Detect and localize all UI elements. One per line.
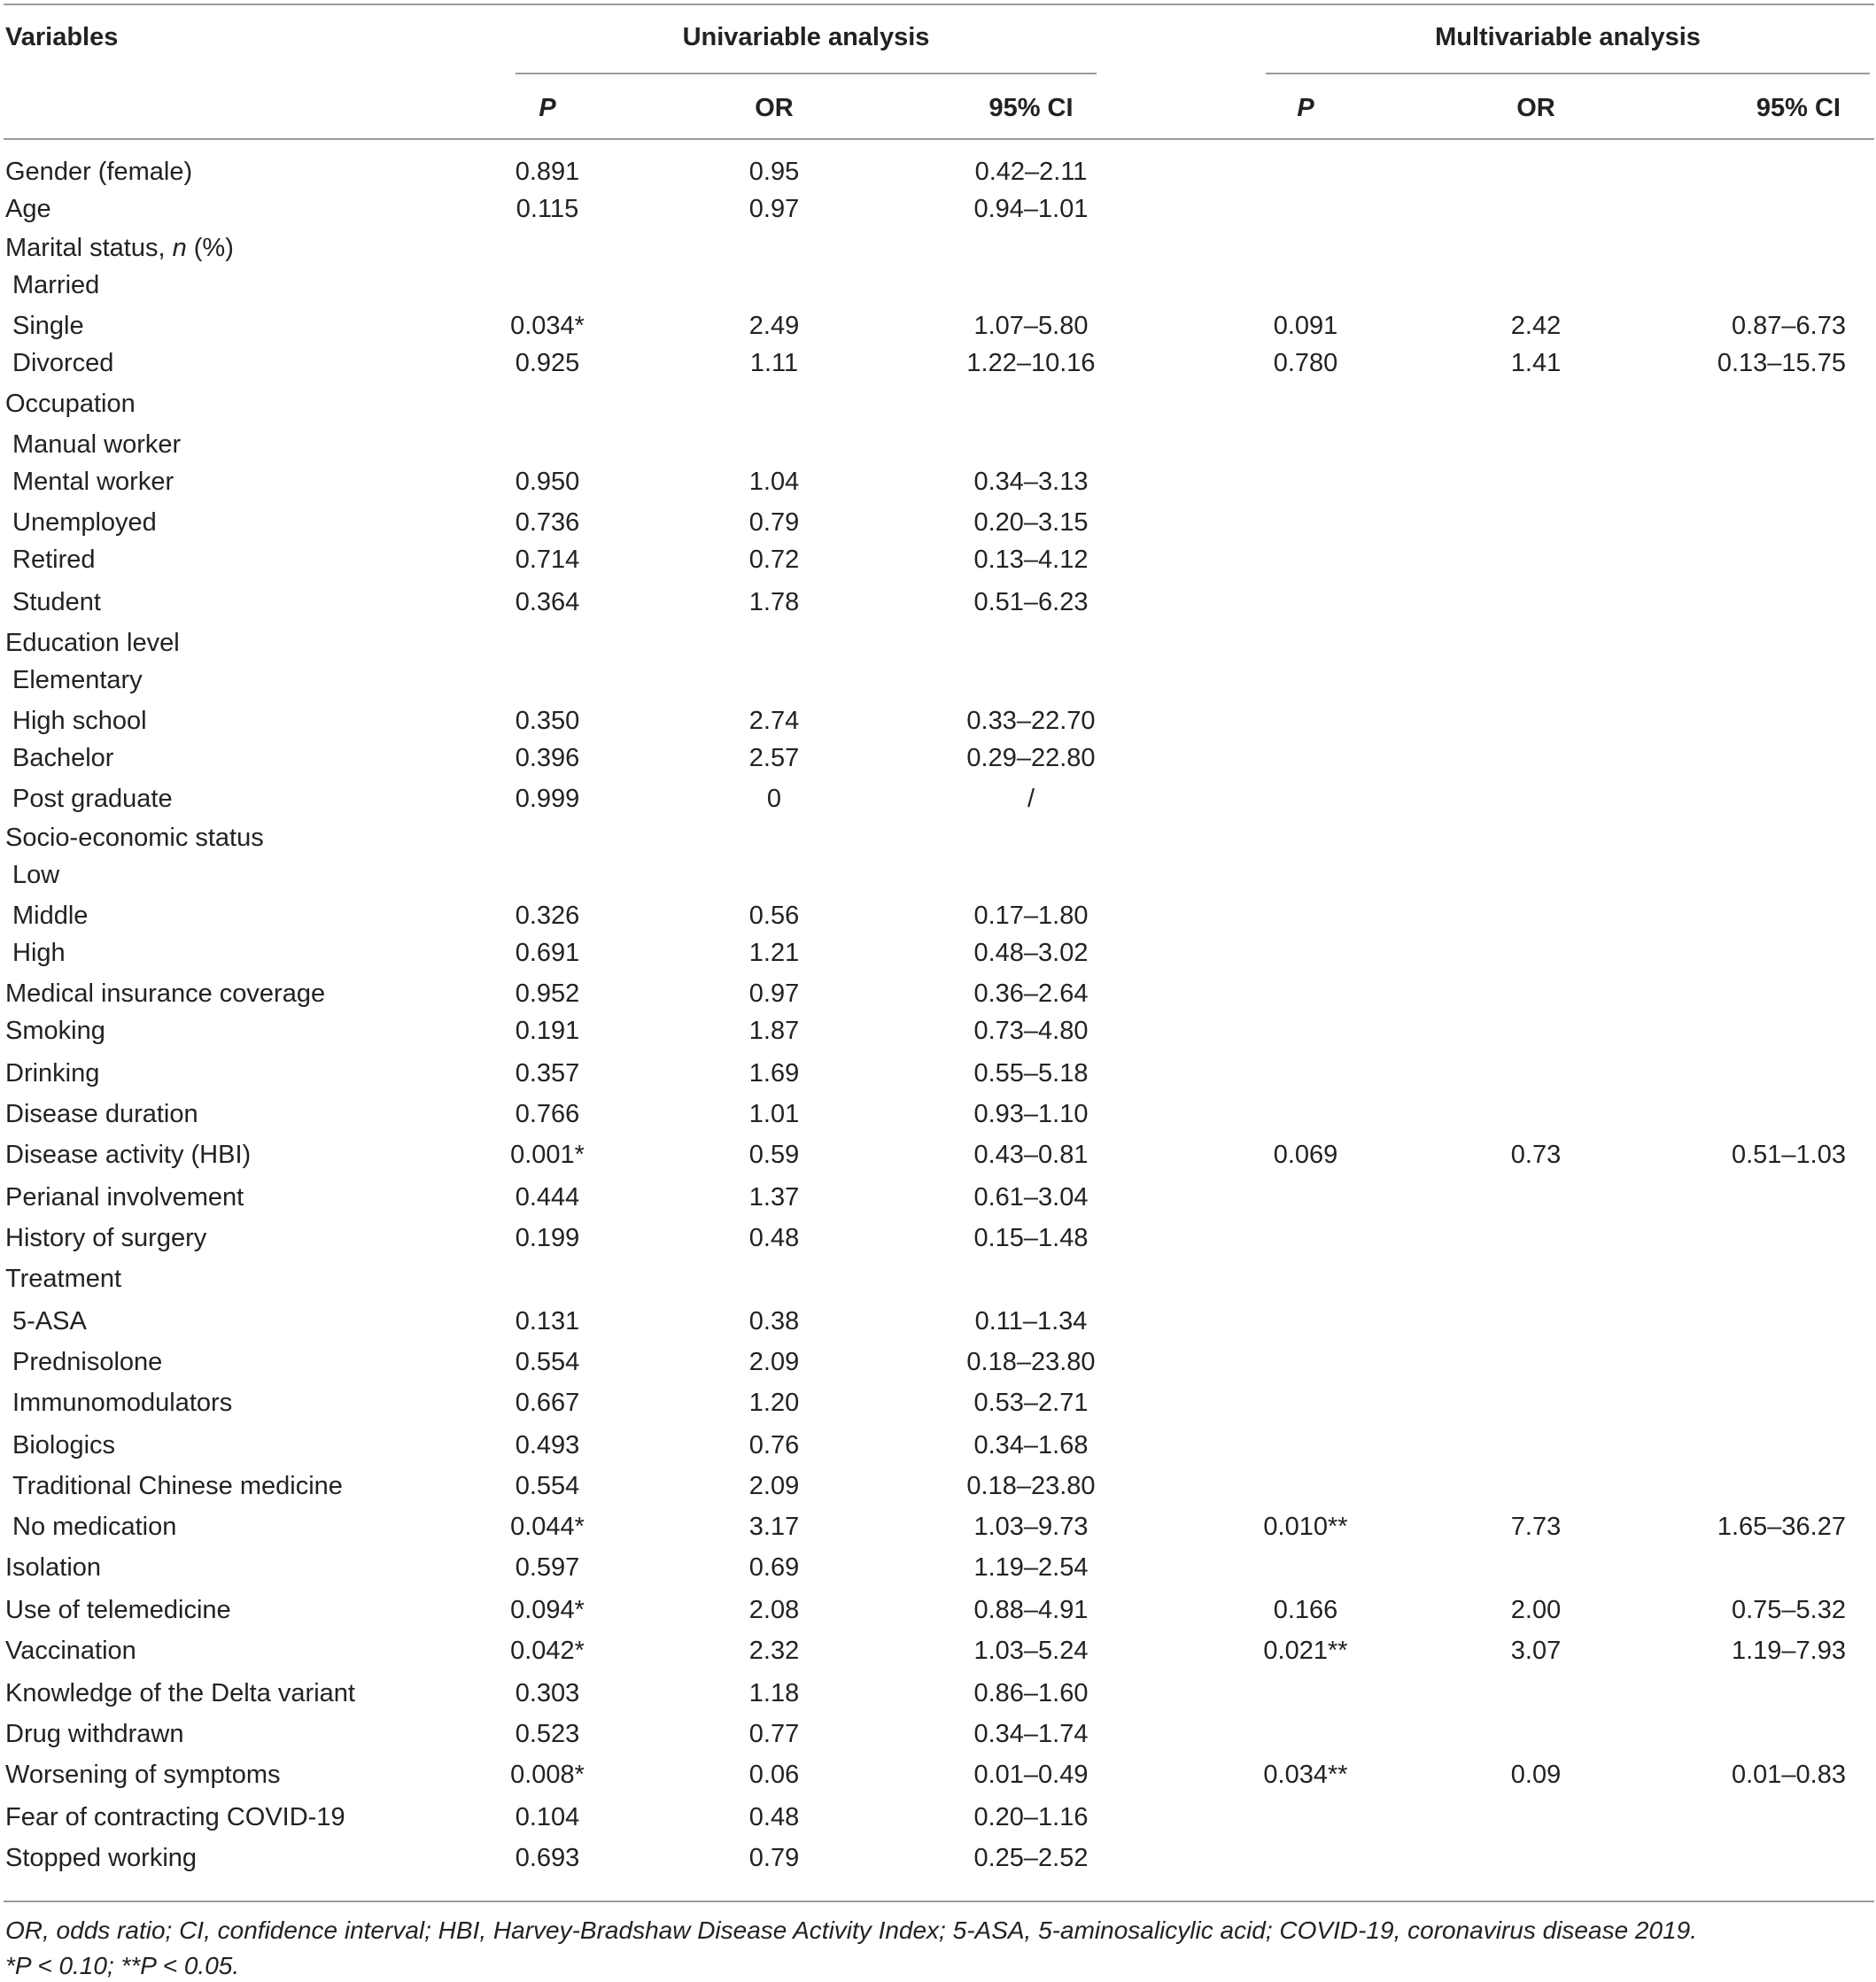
variable-label: Smoking — [5, 1017, 105, 1045]
table-row — [4, 154, 1874, 190]
univariable-ci-cell: 0.48–3.02 — [973, 939, 1089, 967]
variable-label: No medication — [12, 1513, 177, 1541]
table-row — [4, 703, 1874, 739]
univariable-ci-cell: 0.34–1.74 — [973, 1720, 1089, 1748]
univariable-or-cell: 2.09 — [748, 1472, 800, 1500]
univariable-p-cell: 0.554 — [515, 1348, 580, 1376]
univariable-or-cell: 2.32 — [748, 1637, 800, 1665]
table-row — [4, 857, 1874, 893]
multivariable-p-cell: 0.010** — [1263, 1513, 1348, 1541]
univariable-or-cell: 1.18 — [748, 1679, 800, 1707]
univariable-p-cell: 0.736 — [515, 508, 580, 537]
variable-label: 5-ASA — [12, 1307, 87, 1336]
variable-label: Education level — [5, 629, 180, 657]
multivariable-ci-cell: 1.19–7.93 — [1731, 1637, 1846, 1665]
univariable-p-cell: 0.326 — [515, 902, 580, 930]
univariable-p-cell: 0.493 — [515, 1431, 580, 1459]
univariable-or-cell: 0.48 — [748, 1224, 800, 1252]
univariable-p-cell: 0.523 — [515, 1720, 580, 1748]
table-row — [4, 1428, 1874, 1463]
univariable-p-cell: 0.001* — [510, 1141, 585, 1169]
univariable-ci-cell: 0.43–0.81 — [973, 1141, 1089, 1169]
univariable-p-cell: 0.950 — [515, 468, 580, 496]
univariable-p-cell: 0.191 — [515, 1017, 580, 1045]
table-row — [4, 976, 1874, 1011]
table-row — [4, 1344, 1874, 1380]
header-multivariable-p: P — [1297, 94, 1314, 122]
multivariable-underline — [1266, 73, 1870, 74]
multivariable-or-cell: 3.07 — [1510, 1637, 1562, 1665]
table-row — [4, 267, 1874, 303]
table-row — [4, 1013, 1874, 1049]
univariable-ci-cell: 0.01–0.49 — [973, 1761, 1089, 1789]
variable-label: Bachelor — [12, 744, 114, 772]
univariable-ci-cell: 1.19–2.54 — [973, 1553, 1089, 1582]
univariable-p-cell: 0.925 — [515, 349, 580, 377]
univariable-ci-cell: 0.34–3.13 — [973, 468, 1089, 496]
multivariable-p-cell: 0.021** — [1263, 1637, 1348, 1665]
univariable-p-cell: 0.554 — [515, 1472, 580, 1500]
table-row — [4, 625, 1874, 661]
multivariable-p-cell: 0.034** — [1263, 1761, 1348, 1789]
multivariable-ci-cell: 0.51–1.03 — [1731, 1141, 1846, 1169]
header-multivariable: Multivariable analysis — [1435, 23, 1701, 51]
univariable-ci-cell: 0.11–1.34 — [974, 1307, 1088, 1336]
variable-label: Treatment — [5, 1265, 122, 1293]
multivariable-p-cell: 0.780 — [1273, 349, 1338, 377]
univariable-or-cell: 0.06 — [748, 1761, 800, 1789]
univariable-or-cell: 0.59 — [748, 1141, 800, 1169]
variable-label: Married — [12, 271, 100, 299]
table-row — [4, 386, 1874, 422]
table-row — [4, 820, 1874, 856]
univariable-ci-cell: 0.94–1.01 — [973, 195, 1089, 223]
multivariable-ci-cell: 0.87–6.73 — [1731, 312, 1846, 340]
table-row — [4, 1261, 1874, 1297]
table-row — [4, 1550, 1874, 1585]
univariable-p-cell: 0.357 — [515, 1059, 580, 1088]
univariable-ci-cell: 0.86–1.60 — [973, 1679, 1089, 1707]
univariable-p-cell: 0.364 — [515, 588, 580, 616]
univariable-p-cell: 0.891 — [515, 158, 580, 186]
variable-label: Gender (female) — [5, 158, 193, 186]
univariable-ci-cell: 0.29–22.80 — [966, 744, 1096, 772]
univariable-or-cell: 1.78 — [748, 588, 800, 616]
univariable-ci-cell: 0.61–3.04 — [973, 1183, 1089, 1212]
variable-label: Stopped working — [5, 1844, 198, 1872]
multivariable-ci-cell: 0.13–15.75 — [1717, 349, 1846, 377]
variable-label: High school — [12, 707, 147, 735]
univariable-p-cell: 0.303 — [515, 1679, 580, 1707]
variable-label: Unemployed — [12, 508, 157, 537]
univariable-p-cell: 0.008* — [510, 1761, 585, 1789]
univariable-ci-cell: / — [1027, 785, 1035, 813]
univariable-or-cell: 2.08 — [748, 1596, 800, 1624]
table-row — [4, 662, 1874, 698]
table-row — [4, 308, 1874, 344]
univariable-or-cell: 0.76 — [748, 1431, 800, 1459]
univariable-underline — [516, 73, 1097, 74]
table-row — [4, 345, 1874, 381]
multivariable-or-cell: 1.41 — [1510, 349, 1562, 377]
variable-label: Retired — [12, 546, 96, 574]
univariable-ci-cell: 0.34–1.68 — [973, 1431, 1089, 1459]
variable-label: Disease activity (HBI) — [5, 1141, 252, 1169]
table-row — [4, 1633, 1874, 1668]
header-univariable-or: OR — [755, 94, 794, 122]
univariable-p-cell: 0.714 — [515, 546, 580, 574]
variable-label: Prednisolone — [12, 1348, 163, 1376]
univariable-ci-cell: 1.03–5.24 — [973, 1637, 1089, 1665]
univariable-p-cell: 0.444 — [515, 1183, 580, 1212]
variable-label: Use of telemedicine — [5, 1596, 231, 1624]
multivariable-or-cell: 2.42 — [1510, 312, 1562, 340]
univariable-or-cell: 0.97 — [748, 979, 800, 1008]
variable-label: Isolation — [5, 1553, 102, 1582]
univariable-ci-cell: 0.25–2.52 — [973, 1844, 1089, 1872]
univariable-ci-cell: 0.18–23.80 — [966, 1472, 1096, 1500]
variable-label: High — [12, 939, 66, 967]
variable-label: Disease duration — [5, 1100, 198, 1128]
multivariable-p-cell: 0.091 — [1273, 312, 1338, 340]
header-multivariable-ci: 95% CI — [1756, 94, 1841, 122]
table-row — [4, 427, 1874, 462]
table-row — [4, 1757, 1874, 1792]
univariable-ci-cell: 0.33–22.70 — [966, 707, 1096, 735]
variable-label: Single — [12, 312, 84, 340]
univariable-ci-cell: 0.55–5.18 — [973, 1059, 1089, 1088]
variable-label: Biologics — [12, 1431, 116, 1459]
univariable-or-cell: 2.09 — [748, 1348, 800, 1376]
univariable-or-cell: 1.21 — [748, 939, 800, 967]
variable-label: Divorced — [12, 349, 114, 377]
variable-label: Marital status, n (%) — [5, 234, 234, 262]
univariable-p-cell: 0.691 — [515, 939, 580, 967]
univariable-or-cell: 0.97 — [748, 195, 800, 223]
univariable-or-cell: 1.11 — [749, 349, 799, 377]
table-row — [4, 464, 1874, 499]
table-row — [4, 1840, 1874, 1876]
table-row — [4, 505, 1874, 540]
univariable-ci-cell: 0.20–1.16 — [973, 1803, 1089, 1831]
variable-label: Age — [5, 195, 51, 223]
table-row — [4, 1800, 1874, 1835]
header-variables: Variables — [5, 23, 119, 51]
univariable-p-cell: 0.199 — [515, 1224, 580, 1252]
variable-label: Vaccination — [5, 1637, 136, 1665]
univariable-ci-cell: 1.22–10.16 — [966, 349, 1096, 377]
variable-label: Post graduate — [12, 785, 173, 813]
univariable-or-cell: 1.20 — [748, 1389, 800, 1417]
univariable-ci-cell: 0.18–23.80 — [966, 1348, 1096, 1376]
univariable-ci-cell: 0.88–4.91 — [973, 1596, 1089, 1624]
header-multivariable-or: OR — [1516, 94, 1555, 122]
univariable-or-cell: 0.95 — [748, 158, 800, 186]
multivariable-ci-cell: 0.01–0.83 — [1731, 1761, 1846, 1789]
univariable-or-cell: 0.77 — [748, 1720, 800, 1748]
variable-label: Traditional Chinese medicine — [12, 1472, 343, 1500]
univariable-p-cell: 0.999 — [515, 785, 580, 813]
header-univariable-ci: 95% CI — [988, 94, 1074, 122]
header-univariable: Univariable analysis — [682, 23, 930, 51]
table-row — [4, 1096, 1874, 1132]
table-row — [4, 1304, 1874, 1339]
header-univariable-p: P — [539, 94, 556, 122]
table-row — [4, 191, 1874, 227]
univariable-or-cell: 1.87 — [748, 1017, 800, 1045]
table-row — [4, 542, 1874, 577]
table-row — [4, 1220, 1874, 1256]
univariable-ci-cell: 0.51–6.23 — [973, 588, 1089, 616]
univariable-or-cell: 2.49 — [748, 312, 800, 340]
multivariable-ci-cell: 1.65–36.27 — [1717, 1513, 1846, 1541]
univariable-or-cell: 0.48 — [748, 1803, 800, 1831]
univariable-or-cell: 2.74 — [748, 707, 800, 735]
univariable-or-cell: 0.69 — [748, 1553, 800, 1582]
table-row — [4, 1716, 1874, 1752]
univariable-ci-cell: 0.17–1.80 — [973, 902, 1089, 930]
variable-label: Perianal involvement — [5, 1183, 244, 1212]
univariable-or-cell: 1.37 — [748, 1183, 800, 1212]
table-row — [4, 1468, 1874, 1504]
univariable-p-cell: 0.396 — [515, 744, 580, 772]
table-row — [4, 1385, 1874, 1421]
variable-label: Manual worker — [12, 430, 182, 459]
variable-label: Mental worker — [12, 468, 174, 496]
multivariable-or-cell: 7.73 — [1510, 1513, 1562, 1541]
multivariable-ci-cell: 0.75–5.32 — [1731, 1596, 1846, 1624]
variable-label: Student — [12, 588, 101, 616]
variable-label: Low — [12, 861, 60, 889]
univariable-or-cell: 0.79 — [748, 508, 800, 537]
univariable-p-cell: 0.667 — [515, 1389, 580, 1417]
univariable-p-cell: 0.042* — [510, 1637, 585, 1665]
univariable-or-cell: 1.04 — [748, 468, 800, 496]
univariable-ci-cell: 1.07–5.80 — [973, 312, 1089, 340]
top-rule — [4, 4, 1874, 5]
univariable-or-cell: 1.01 — [748, 1100, 800, 1128]
univariable-or-cell: 1.69 — [748, 1059, 800, 1088]
univariable-ci-cell: 0.53–2.71 — [973, 1389, 1089, 1417]
multivariable-p-cell: 0.166 — [1273, 1596, 1338, 1624]
univariable-p-cell: 0.952 — [515, 979, 580, 1008]
univariable-p-cell: 0.094* — [510, 1596, 585, 1624]
univariable-or-cell: 0 — [766, 785, 782, 813]
multivariable-p-cell: 0.069 — [1273, 1141, 1338, 1169]
footnote-significance: *P < 0.10; **P < 0.05. — [5, 1952, 240, 1979]
univariable-p-cell: 0.115 — [516, 195, 579, 223]
table-row — [4, 1056, 1874, 1091]
table-row — [4, 898, 1874, 933]
bottom-rule — [4, 1901, 1874, 1902]
univariable-p-cell: 0.597 — [515, 1553, 580, 1582]
table-row — [4, 935, 1874, 971]
univariable-or-cell: 0.72 — [748, 546, 800, 574]
table-row — [4, 1180, 1874, 1215]
univariable-or-cell: 2.57 — [748, 744, 800, 772]
variable-label: Occupation — [5, 390, 136, 418]
multivariable-or-cell: 0.09 — [1510, 1761, 1562, 1789]
univariable-p-cell: 0.766 — [515, 1100, 580, 1128]
univariable-or-cell: 0.79 — [748, 1844, 800, 1872]
univariable-p-cell: 0.350 — [515, 707, 580, 735]
univariable-ci-cell: 0.13–4.12 — [973, 546, 1089, 574]
univariable-or-cell: 0.38 — [748, 1307, 800, 1336]
univariable-p-cell: 0.104 — [515, 1803, 580, 1831]
variable-label: Knowledge of the Delta variant — [5, 1679, 355, 1707]
univariable-ci-cell: 1.03–9.73 — [973, 1513, 1089, 1541]
multivariable-or-cell: 2.00 — [1510, 1596, 1562, 1624]
table-row — [4, 1137, 1874, 1173]
univariable-ci-cell: 0.20–3.15 — [973, 508, 1089, 537]
univariable-ci-cell: 0.73–4.80 — [973, 1017, 1089, 1045]
variable-label: Medical insurance coverage — [5, 979, 326, 1008]
univariable-ci-cell: 0.42–2.11 — [974, 158, 1088, 186]
header-rule — [4, 138, 1874, 140]
table-row — [4, 1592, 1874, 1628]
footnote-abbreviations: OR, odds ratio; CI, confidence interval; HBI, Harvey-Bradshaw Disease Activity Index; 5-ASA, 5-aminosalicylic acid; COVID-19, coronavirus disease 2019. — [5, 1916, 1697, 1944]
table-row — [4, 740, 1874, 776]
variable-label: History of surgery — [5, 1224, 207, 1252]
table-row — [4, 230, 1874, 266]
univariable-p-cell: 0.131 — [515, 1307, 580, 1336]
univariable-or-cell: 0.56 — [748, 902, 800, 930]
variable-label: Drinking — [5, 1059, 100, 1088]
variable-label: Fear of contracting COVID-19 — [5, 1803, 345, 1831]
variable-label: Middle — [12, 902, 89, 930]
table-row — [4, 1509, 1874, 1545]
univariable-or-cell: 3.17 — [748, 1513, 800, 1541]
univariable-p-cell: 0.693 — [515, 1844, 580, 1872]
univariable-p-cell: 0.034* — [510, 312, 585, 340]
variable-label: Socio-economic status — [5, 824, 264, 852]
variable-label: Drug withdrawn — [5, 1720, 184, 1748]
univariable-ci-cell: 0.15–1.48 — [973, 1224, 1089, 1252]
multivariable-or-cell: 0.73 — [1510, 1141, 1562, 1169]
univariable-ci-cell: 0.93–1.10 — [973, 1100, 1089, 1128]
table-row — [4, 585, 1874, 620]
table-row — [4, 1676, 1874, 1711]
univariable-p-cell: 0.044* — [510, 1513, 585, 1541]
univariable-ci-cell: 0.36–2.64 — [973, 979, 1089, 1008]
variable-label: Immunomodulators — [12, 1389, 233, 1417]
variable-label: Worsening of symptoms — [5, 1761, 281, 1789]
variable-label: Elementary — [12, 666, 143, 694]
table-row — [4, 781, 1874, 817]
